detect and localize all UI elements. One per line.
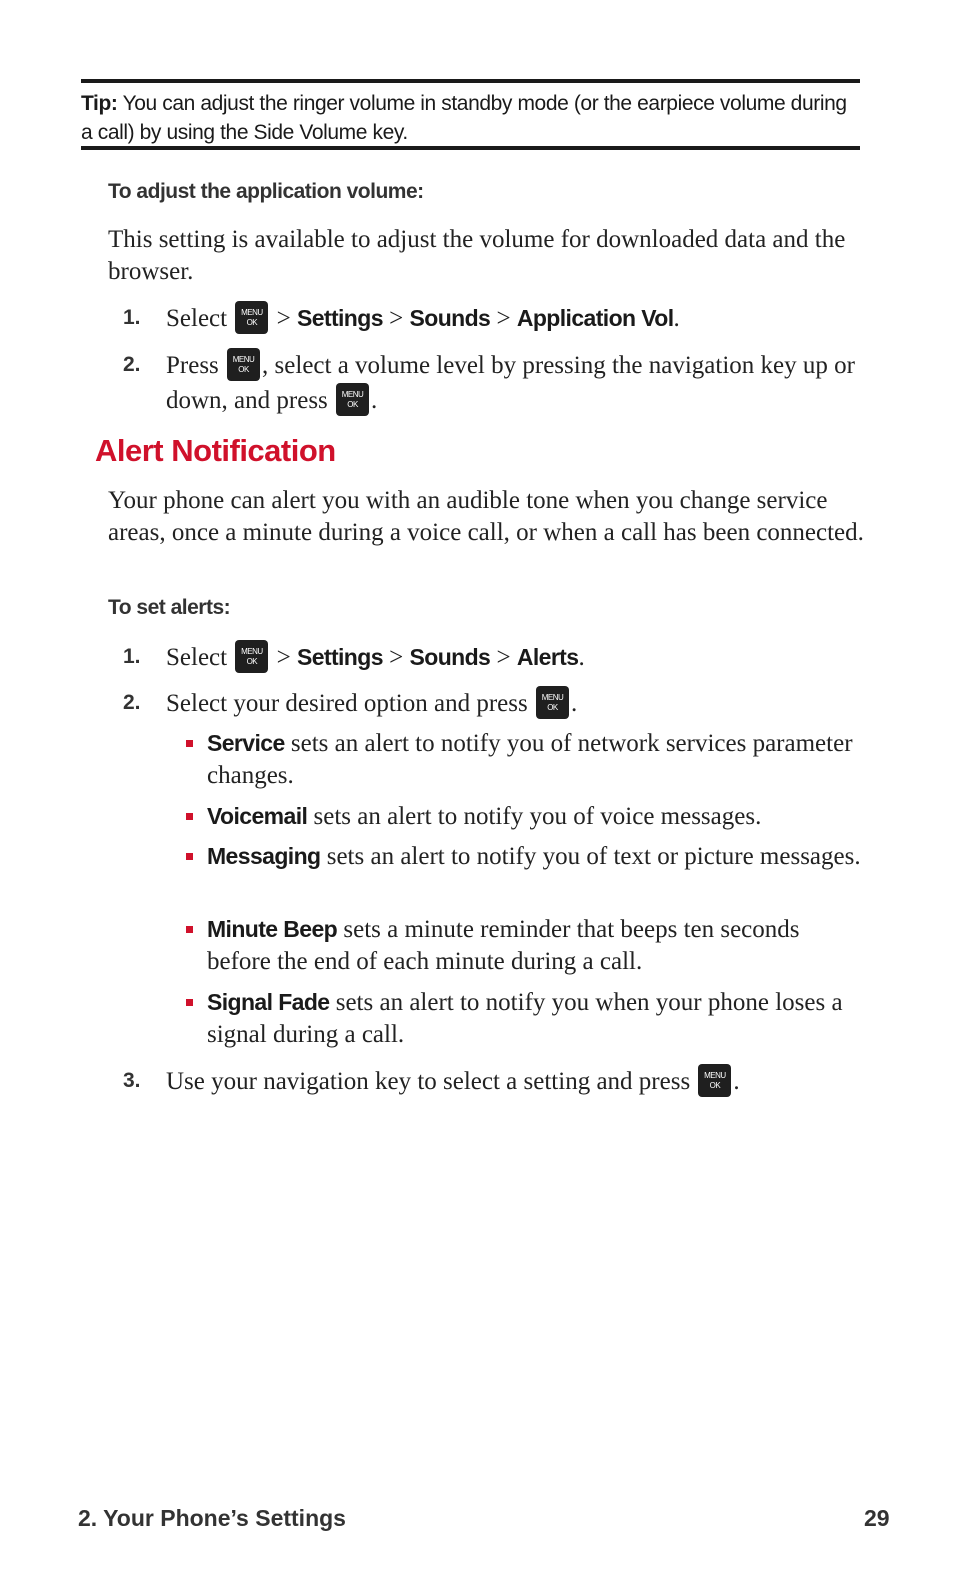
alert-step-1: [123, 640, 863, 674]
step-prefix: Select: [166, 644, 234, 671]
option-term: Messaging: [207, 843, 321, 869]
step-number: 2.: [123, 691, 141, 714]
step-end: .: [570, 690, 578, 717]
path-sounds: Sounds: [409, 644, 491, 670]
key-label-ok: OK: [709, 1081, 721, 1090]
step-prefix: Press: [166, 352, 226, 379]
step-number: 1.: [123, 645, 141, 668]
option-text: [207, 986, 867, 1051]
step-prefix: Select your desired option and press: [166, 690, 534, 717]
option-desc: sets a minute reminder that beeps ten seconds before the end of each minute during a call.: [207, 916, 800, 975]
step-end: .: [673, 305, 680, 332]
menu-ok-key-icon: [235, 640, 268, 673]
bullet-square-icon: [186, 999, 193, 1006]
option-bullet: [186, 840, 866, 904]
key-label-ok: OK: [246, 318, 258, 327]
key-label-menu: MENU: [232, 355, 255, 364]
step-end: .: [371, 387, 378, 414]
path-separator: >: [382, 644, 410, 671]
app-volume-step-2: [123, 348, 863, 418]
path-sounds: Sounds: [409, 305, 491, 331]
key-label-menu: MENU: [241, 647, 263, 656]
option-text: [207, 913, 867, 978]
option-term: Service: [207, 730, 285, 756]
footer-section-title: 2. Your Phone’s Settings: [78, 1505, 346, 1531]
key-label-ok: OK: [547, 703, 558, 712]
step-number: 2.: [123, 353, 141, 376]
option-bullet: [186, 986, 866, 1050]
option-term: Voicemail: [207, 803, 308, 829]
section-heading: Alert Notification: [95, 433, 336, 468]
alert-step-2: [123, 686, 863, 720]
path-application-vol: Application Vol: [516, 305, 674, 331]
menu-ok-key-icon: [235, 301, 268, 334]
key-label-ok: OK: [347, 400, 358, 409]
step-end: .: [733, 1068, 740, 1095]
tip-text: You can adjust the ringer volume in standby mode (or the earpiece volume during a call) by using the Side Volume key.: [81, 92, 847, 144]
tip-label: Tip:: [81, 92, 118, 115]
path-settings: Settings: [296, 644, 383, 670]
step-prefix: Use your navigation key to select a setting and press: [166, 1068, 697, 1095]
key-label-menu: MENU: [341, 390, 364, 399]
tip-box: [81, 79, 860, 150]
menu-ok-key-icon: [698, 1064, 731, 1097]
path-separator: >: [382, 305, 410, 332]
menu-ok-key-icon: [536, 686, 569, 719]
step-text: [166, 640, 866, 675]
option-text: [207, 800, 867, 833]
path-alerts: Alerts: [516, 644, 579, 670]
option-desc: sets an alert to notify you of voice messages.: [307, 803, 762, 830]
step-text: [166, 301, 866, 336]
alert-subheading: To set alerts:: [108, 596, 231, 619]
app-volume-step-1: [123, 301, 863, 335]
option-desc: sets an alert to notify you of text or picture messages.: [320, 843, 861, 870]
option-bullet: [186, 727, 866, 791]
step-text: [166, 1064, 866, 1099]
key-label-ok: OK: [238, 365, 249, 374]
key-label-menu: MENU: [241, 308, 263, 317]
step-text: [166, 686, 866, 721]
step-text: [166, 348, 866, 418]
menu-ok-key-icon: [336, 383, 369, 416]
step-number: 3.: [123, 1069, 141, 1092]
alert-step-3: [123, 1064, 863, 1098]
key-label-ok: OK: [246, 657, 258, 666]
bullet-square-icon: [186, 926, 193, 933]
option-term: Minute Beep: [207, 916, 338, 942]
option-desc: sets an alert to notify you of network services parameter changes.: [207, 730, 853, 789]
path-separator: >: [270, 644, 297, 671]
key-label-menu: MENU: [541, 693, 564, 702]
bullet-square-icon: [186, 813, 193, 820]
alert-intro: Your phone can alert you with an audible tone when you change service areas, once a minute during a voice call, or when a call has been connected.: [108, 487, 864, 546]
step-end: .: [578, 644, 585, 671]
option-text: [207, 727, 867, 792]
option-desc: sets an alert to notify you when your phone loses a signal during a call.: [207, 989, 843, 1048]
step-middle: , select a volume level by pressing the navigation key up or down, and press: [166, 352, 855, 414]
path-separator: >: [270, 305, 297, 332]
bullet-square-icon: [186, 740, 193, 747]
app-volume-intro: This setting is available to adjust the volume for downloaded data and the browser.: [108, 226, 846, 285]
option-bullet: [186, 913, 866, 977]
option-text: [207, 840, 867, 873]
page-number: 29: [864, 1505, 890, 1531]
path-settings: Settings: [296, 305, 383, 331]
option-term: Signal Fade: [207, 989, 330, 1015]
step-number: 1.: [123, 306, 141, 329]
key-label-menu: MENU: [704, 1071, 726, 1080]
option-bullet: [186, 800, 866, 832]
bullet-square-icon: [186, 853, 193, 860]
menu-ok-key-icon: [227, 348, 260, 381]
step-prefix: Select: [166, 305, 234, 332]
path-separator: >: [490, 644, 517, 671]
path-separator: >: [490, 305, 517, 332]
app-volume-subheading: To adjust the application volume:: [108, 180, 424, 203]
